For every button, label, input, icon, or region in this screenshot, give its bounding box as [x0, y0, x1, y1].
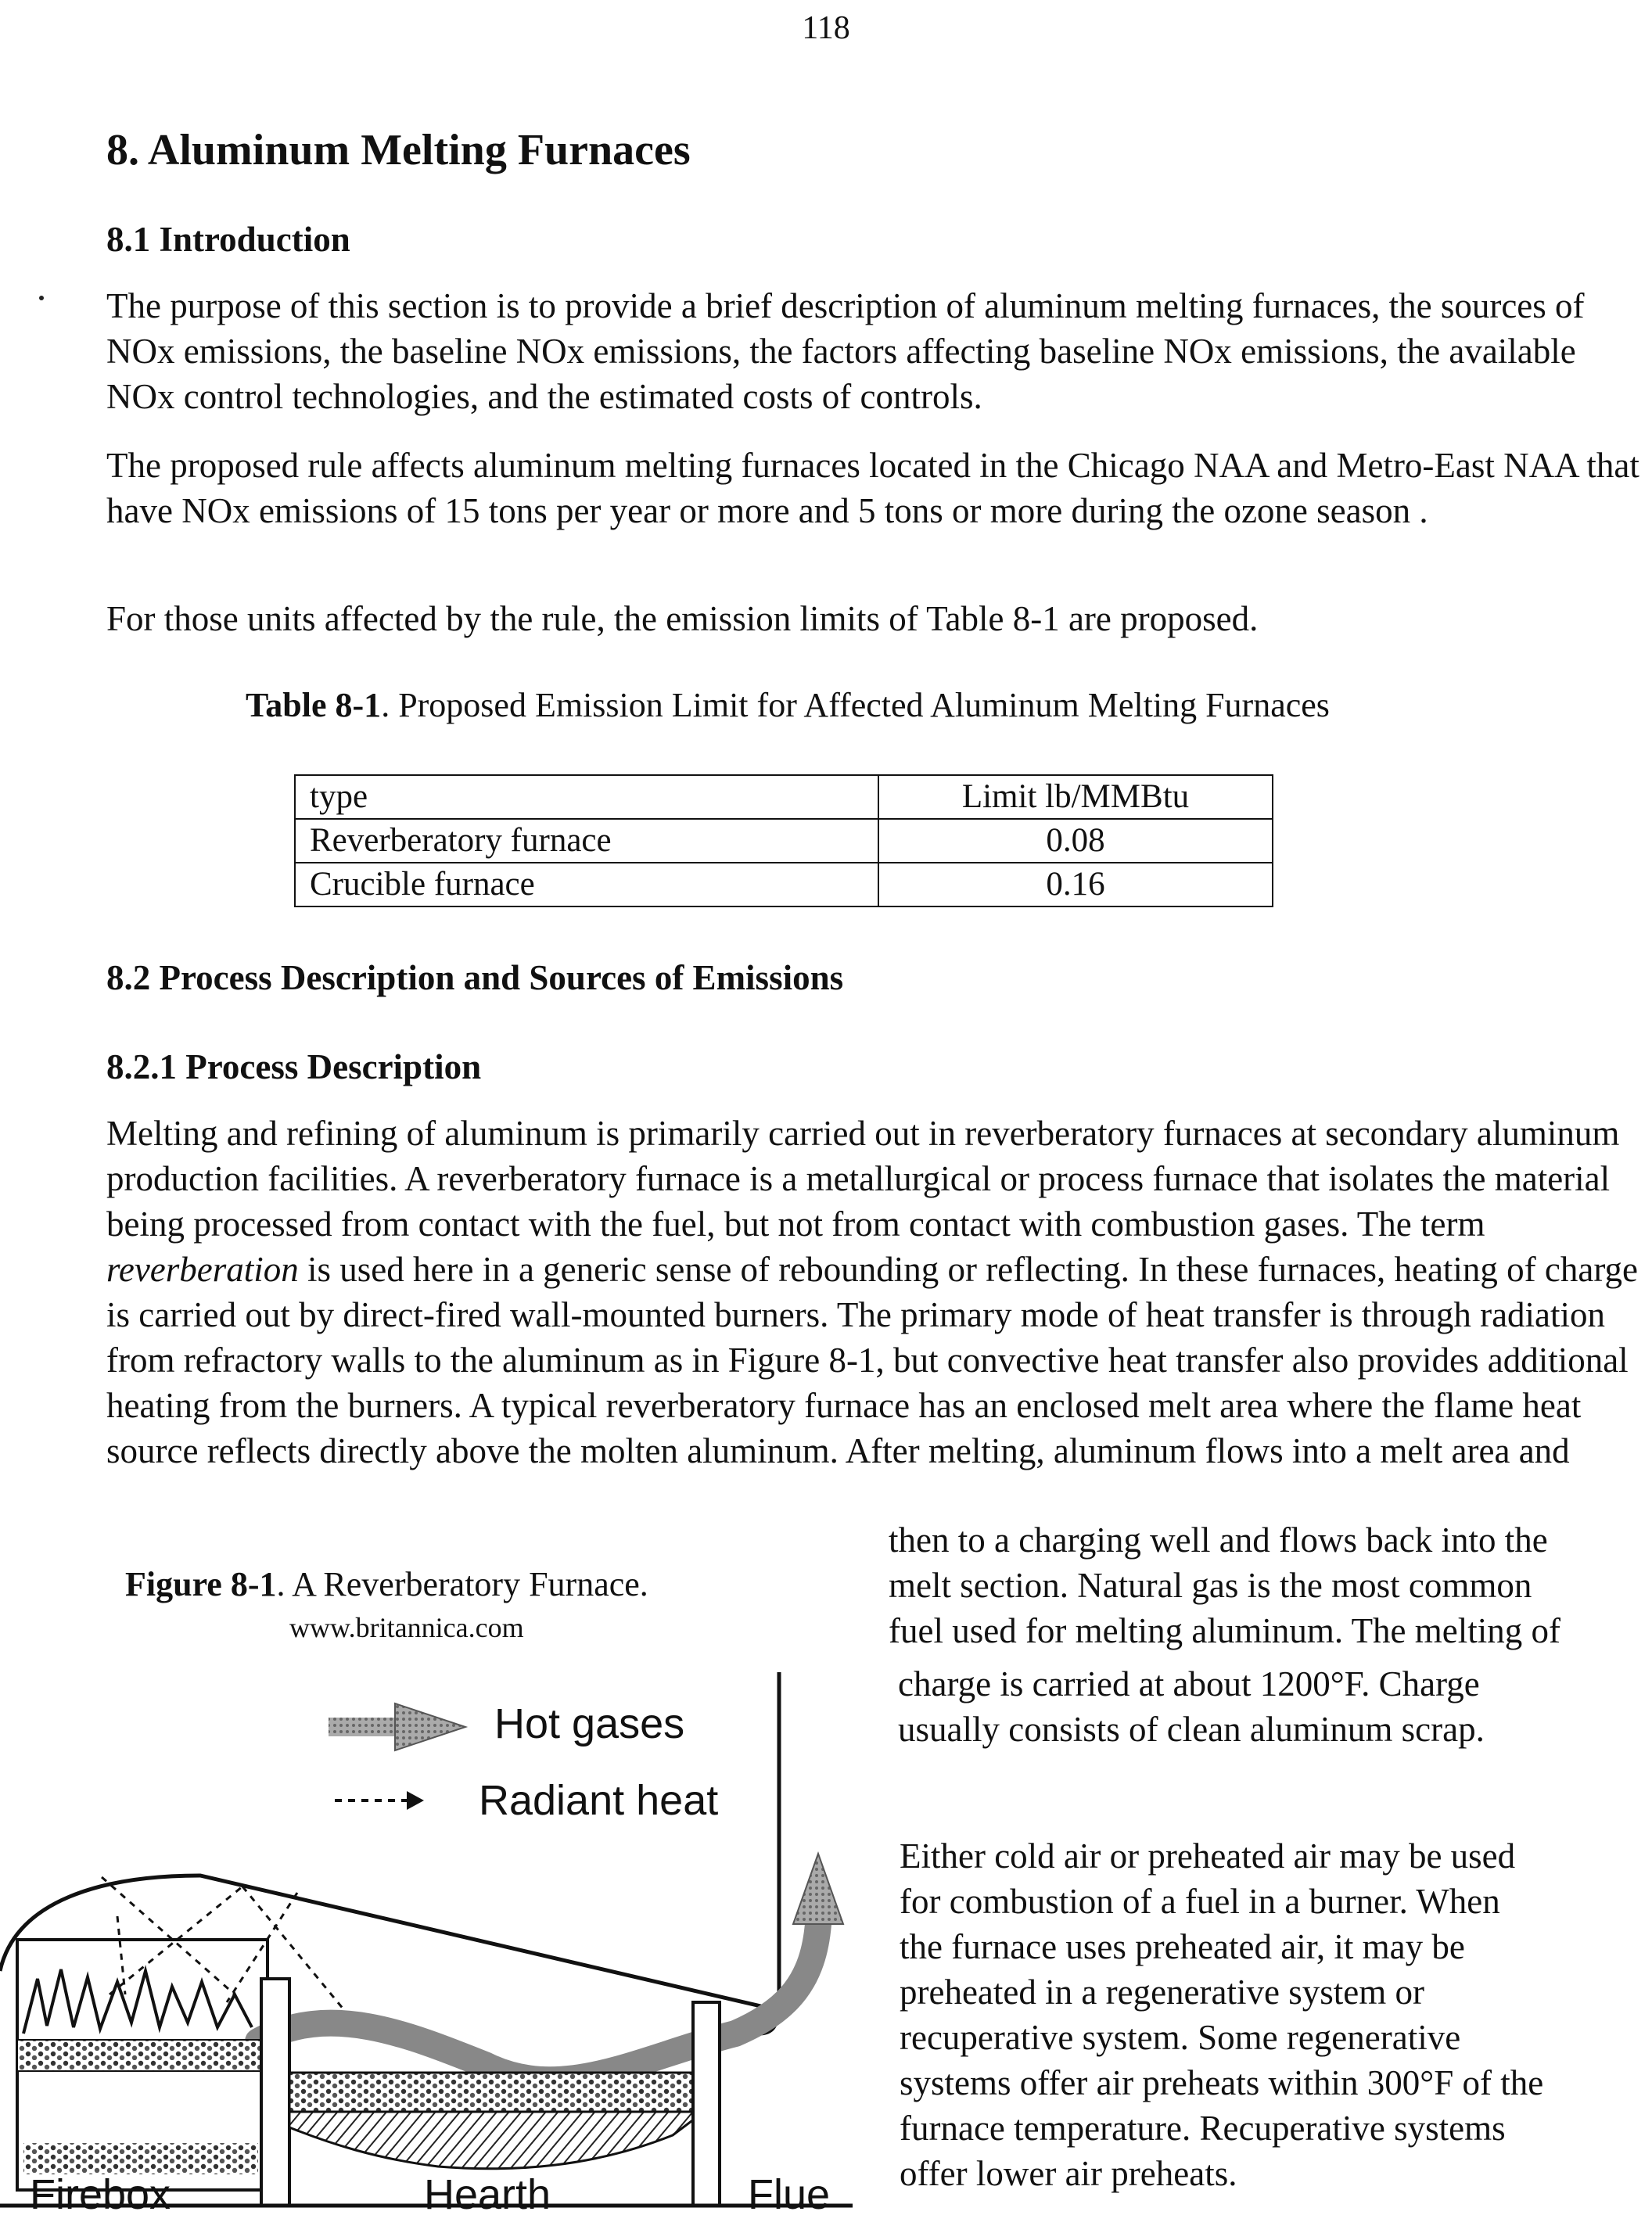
side-line: Either cold air or preheated air may be used [900, 1836, 1516, 1876]
side-line: usually consists of clean aluminum scrap. [898, 1710, 1485, 1749]
table-cell-type: Reverberatory furnace [295, 819, 878, 863]
table-row [295, 819, 1273, 863]
subsection-heading-process-description: 8.2.1 Process Description [106, 1047, 482, 1086]
furnace-roof [0, 1876, 778, 2034]
side-line: then to a charging well and flows back into the [889, 1520, 1548, 1560]
table-cell-type: Crucible furnace [295, 863, 878, 906]
diagram-labels [0, 2159, 939, 2215]
firebox-grate [17, 2040, 268, 2071]
table-row [295, 863, 1273, 906]
figure-source: www.britannica.com [289, 1612, 524, 1643]
process-text-part1: Melting and refining of aluminum is primarily carried out in reverberatory furnaces at secondary aluminum production facilities. A reverberatory furnace is a metallurgical or process furnace that isolates the material being processed from contact with the fuel, but not from contact with combustion gases. The term [106, 1114, 1620, 1244]
legend-radiant-heat: Radiant heat [479, 1777, 719, 1824]
figure-caption-text: . A Reverberatory Furnace. [276, 1565, 648, 1603]
label-firebox: Firebox [30, 2171, 171, 2215]
table-cell-limit: 0.08 [878, 819, 1273, 863]
radiant-heat-legend-arrow-icon [335, 1791, 424, 1810]
side-line: for combustion of a fuel in a burner. When [900, 1882, 1500, 1921]
side-line: melt section. Natural gas is the most common [889, 1566, 1532, 1605]
side-line: systems offer air preheats within 300°F of the [900, 2063, 1544, 2102]
intro-paragraph-3: For those units affected by the rule, the emission limits of Table 8-1 are proposed. [106, 599, 1259, 638]
side-line: recuperative system. Some regenerative [900, 2018, 1461, 2057]
intro-paragraph-2: The proposed rule affects aluminum melting furnaces located in the Chicago NAA and Metro-East NAA that have NOx emissions of 15 tons per year or more and 5 tons or more during the ozone season . [106, 446, 1639, 530]
side-line: charge is carried at about 1200°F. Charge [898, 1664, 1480, 1703]
table-cell-limit: 0.16 [878, 863, 1273, 906]
side-text-block-1 [889, 1517, 1560, 1653]
side-text-block-3 [900, 1833, 1543, 2196]
table-header-type: type [295, 775, 878, 819]
process-text-italic: reverberation [106, 1250, 299, 1289]
table-header-limit: Limit lb/MMBtu [878, 775, 1273, 819]
page-number: 118 [802, 10, 850, 46]
table-caption-text: . Proposed Emission Limit for Affected Aluminum Melting Furnaces [381, 686, 1330, 724]
process-text-part2: is used here in a generic sense of rebounding or reflecting. In these furnaces, heating of charge is carried out by direct-fired wall-mounted burners. The primary mode of heat transfer is through radiation from refractory walls to the aluminum as in Figure 8-1, but convective heat transfer also provides additional heating from the burners. A typical reverberatory furnace has an enclosed melt area where the flame heat source reflects directly above the molten aluminum. After melting, aluminum flows into a melt area and [106, 1250, 1639, 1470]
scan-artifact-dot [39, 296, 44, 300]
page-title: 8. Aluminum Melting Furnaces [106, 126, 691, 174]
flue-exhaust-arrow-icon [793, 1854, 843, 1924]
side-text-block-2 [898, 1661, 1485, 1752]
section-heading-introduction: 8.1 Introduction [106, 220, 350, 259]
table-caption [246, 685, 1330, 725]
side-line: preheated in a regenerative system or [900, 1973, 1424, 2012]
figure-caption [125, 1564, 648, 1604]
hot-gases-legend-arrow-icon [329, 1703, 465, 1750]
process-description-paragraph [106, 1111, 1647, 1474]
side-line: offer lower air preheats. [900, 2154, 1237, 2193]
label-flue: Flue [748, 2171, 831, 2215]
emission-limits-table [294, 774, 1273, 907]
side-line: fuel used for melting aluminum. The melting of [889, 1611, 1560, 1650]
hearth-charge [289, 2073, 704, 2112]
figure-caption-label: Figure 8-1 [125, 1565, 277, 1603]
side-line: the furnace uses preheated air, it may be [900, 1927, 1465, 1966]
legend-hot-gases: Hot gases [494, 1700, 685, 1747]
section-heading-process: 8.2 Process Description and Sources of Emissions [106, 958, 844, 997]
label-hearth: Hearth [424, 2171, 551, 2215]
table-caption-label: Table 8-1 [246, 686, 382, 724]
radiant-heat-rays [102, 1877, 344, 2010]
table-header-row [295, 775, 1273, 819]
reverberatory-furnace-diagram [0, 1666, 860, 2215]
intro-paragraph-1: The purpose of this section is to provide a brief description of aluminum melting furnaces, the sources of NOx emissions, the baseline NOx emissions, the factors affecting baseline NOx emissions, the available NOx control technologies, and the estimated costs of controls. [106, 286, 1585, 416]
side-line: furnace temperature. Recuperative systems [900, 2109, 1506, 2148]
